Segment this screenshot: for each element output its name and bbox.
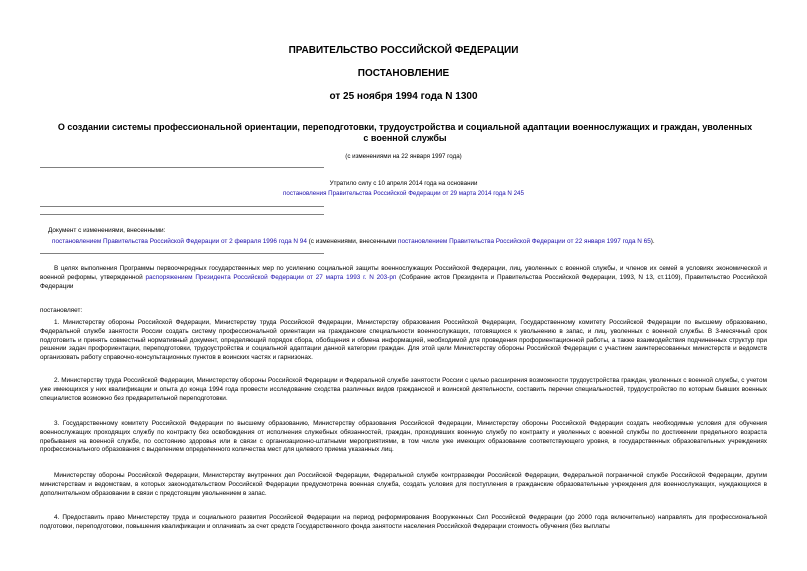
amendments-mid-text: (с изменениями, внесенными <box>306 238 399 245</box>
amendments-end-text: ). <box>650 238 655 245</box>
president-order-link[interactable]: распоряжением Президента Российской Федерации от 27 марта 1993 г. N 203-рп <box>145 273 397 281</box>
changes-note: (с изменениями на 22 января 1997 года) <box>345 153 462 160</box>
paragraph-3-continuation: Министерству обороны Российской Федерации, Министерству внутренних дел Российской Федерации, Федеральной службе контрразведки Российской Федерации, Федеральной пограничной службе Российской Федерации, другим министерствам и ведомствам, в которых законодательством Российской Федерации предусмотрена военная служба, создать условия для поступления в гражданские образовательные учреждения для военнослужащих, нуждающихся в дополнительном образовании в связи с предстоящим увольнением в запас. <box>40 472 767 497</box>
separator-line <box>40 214 324 215</box>
separator-line <box>40 253 324 254</box>
document-date-number: от 25 ноября 1994 года N 1300 <box>329 91 478 102</box>
government-heading: ПРАВИТЕЛЬСТВО РОССИЙСКОЙ ФЕДЕРАЦИИ <box>288 45 519 56</box>
amendment-link-1997[interactable]: постановлением Правительства Российской Федерации от 22 января 1997 года N 65 <box>398 238 651 245</box>
document-title: О создании системы профессиональной ориентации, переподготовки, трудоустройства и социальной адаптации военнослужащих и граждан, уволенных с военной службы <box>57 122 753 143</box>
status-line: Утратило силу с 10 апреля 2014 года на основании <box>329 180 478 187</box>
amendments-intro: Документ с изменениями, внесенными: <box>48 227 166 234</box>
repeal-decree-link[interactable]: постановления Правительства Российской Федерации от 29 марта 2014 года N 245 <box>283 190 524 197</box>
paragraph-3: 3. Государственному комитету Российской Федерации по высшему образованию, Министерству образования Российской Федерации, Министерству обороны Российской Федерации создать необходимые условия для обучения военнослужащих проходящих службу по контракту без освобождения от исполнения служебных обязанностей, граждан, проходивших военную службу по контракту и уволенных с военной службы по достижении предельного возраста пребывания на военной службе, по состоянию здоровья или в связи с организационно-штатными мероприятиями, в том числе уже имеющих образование соответствующего уровня, в государственных образовательных учреждениях профессионального образования с выделением определенного количества мест для целевого приема указанных лиц. <box>40 420 767 454</box>
paragraph-2: 2. Министерству труда Российской Федерации, Министерству обороны Российской Федерации и Федеральной службе занятости России с целью расширения возможности трудоустройства граждан, уволенных с военной службы, с учетом уже имеющихся у них квалификации и опыта до конца 1994 года провести исследование сходства различных видов гражданской и воинской деятельности, составить перечни специальностей, трудоустройство по которым бывших военных специалистов возможно без предварительной переподготовки. <box>40 377 767 402</box>
amendment-link-1996[interactable]: постановлением Правительства Российской Федерации от 2 февраля 1996 года N 94 <box>52 238 307 245</box>
amendments-line <box>52 237 772 246</box>
decrees-word: постановляет: <box>40 307 83 314</box>
paragraph-1: 1. Министерству обороны Российской Федерации, Министерству труда Российской Федерации, Министерству образования Российской Федерации, Государственному комитету Российской Федерации по высшему образованию, Федеральной службе занятости России создать систему профессиональной ориентации на гражданские специальности военнослужащих, готовящихся к увольнению в запас, и лиц, уволенных с военной службы. В 3-месячный срок подготовить и принять совместный нормативный документ, определяющий порядок сбора, обобщения и обмена информацией, необходимой для проведения профориентационной работы, а также взаимодействия подчиненных структур при решении задач профориентации, переподготовки, трудоустройства и социальной адаптации данной категории граждан. Для этой цели Министерству обороны Российской Федерации с участием заинтересованных министерств и ведомств организовать работу справочно-консультационных пунктов в воинских частях и гарнизонах. <box>40 319 767 362</box>
document-type: ПОСТАНОВЛЕНИЕ <box>357 68 450 79</box>
preamble-paragraph <box>40 265 767 291</box>
separator-line <box>40 167 324 168</box>
separator-line <box>40 206 324 207</box>
preamble-text-end: (Собрание актов Президента и Правительства Российской Федерации, 1993, N 13, ст.1109), Правительство Российской Федерации <box>40 273 767 290</box>
paragraph-4: 4. Предоставить право Министерству труда и социального развития Российской Федерации на период реформирования Вооруженных Сил Российской Федерации (до 2000 года включительно) направлять для профессиональной подготовки, переподготовки, повышения квалификации и оплачивать за счет средств Государственного фонда занятости населения Российской Федерации стоимость обучения (без выплаты <box>40 514 767 530</box>
preamble-text: В целях выполнения Программы первоочередных государственных мер по усилению социальной защиты военнослужащих Российской Федерации, лиц, уволенных с военной службы, и членов их семей в условиях экономической и военной реформы, утвержденной <box>40 265 767 281</box>
